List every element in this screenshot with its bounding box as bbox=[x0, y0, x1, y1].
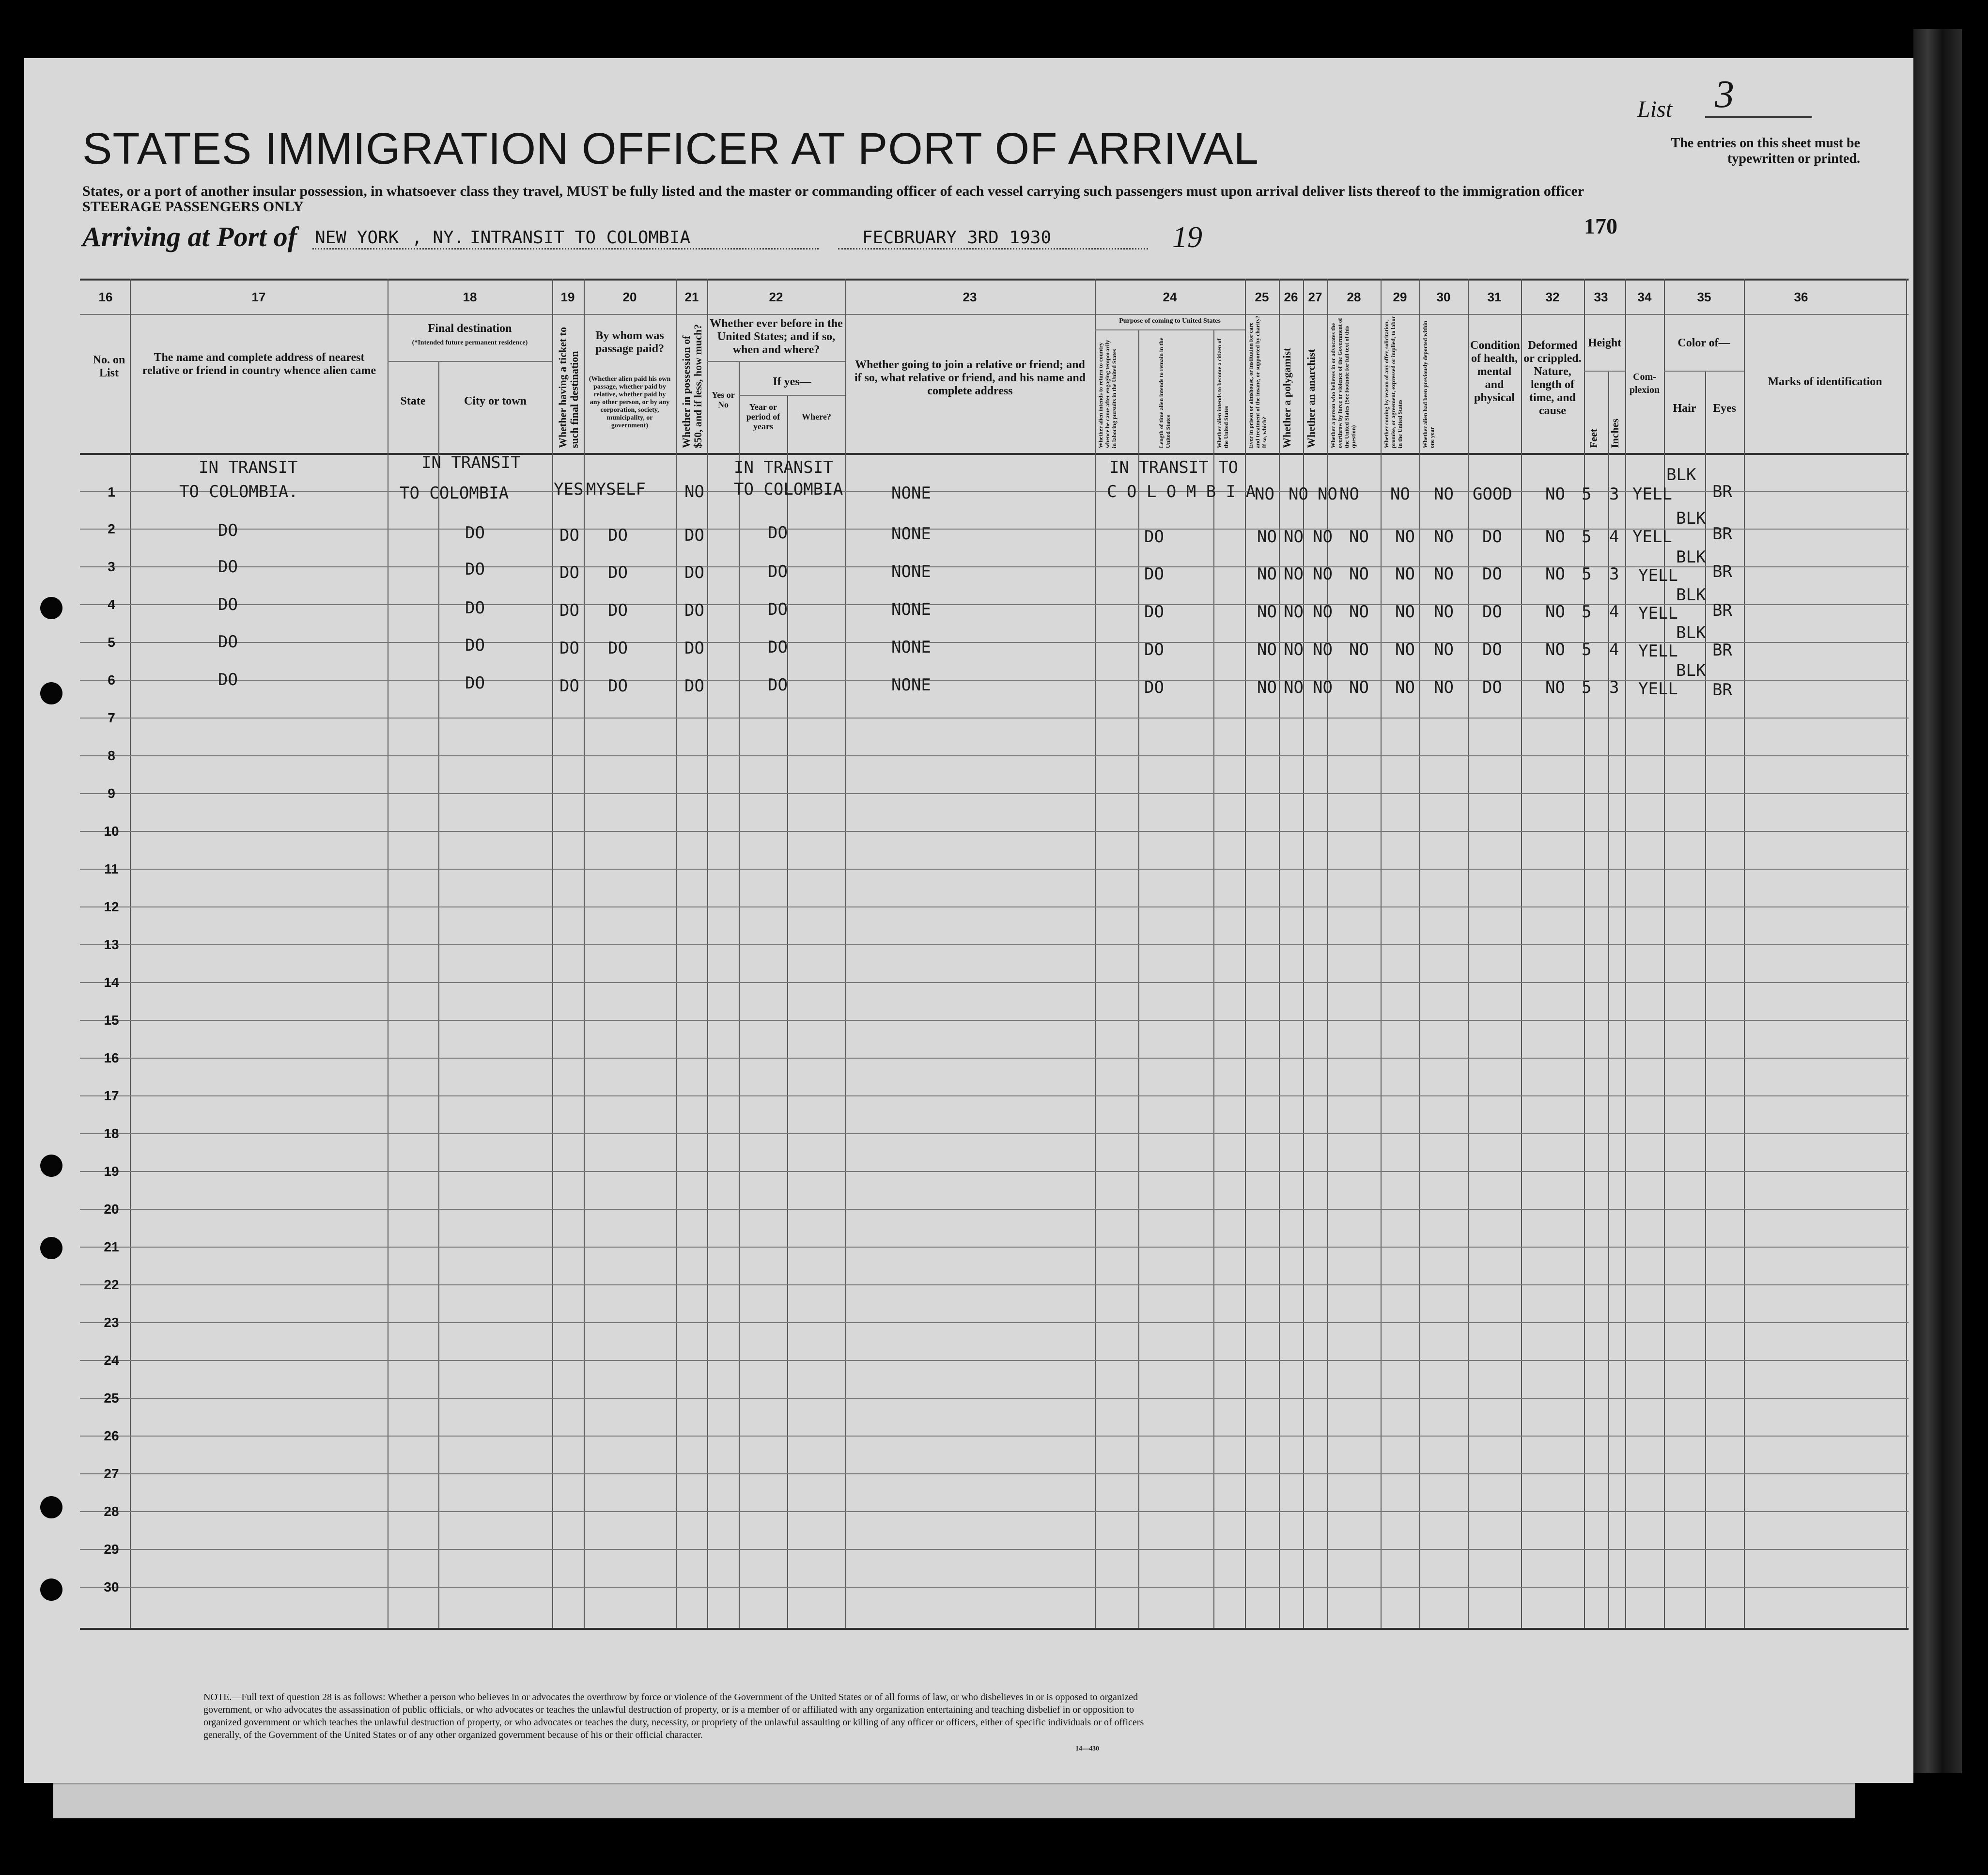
row3-q26: NO bbox=[1284, 564, 1304, 584]
header-ticket: Whether having a ticket to such final destination bbox=[557, 327, 580, 448]
row1-hair: BLK bbox=[1666, 465, 1696, 484]
row-number: 29 bbox=[104, 1542, 119, 1557]
row-number: 9 bbox=[108, 786, 115, 801]
header-if-yes: If yes— bbox=[773, 375, 811, 388]
row-number: 5 bbox=[108, 635, 115, 650]
header-marks: Marks of identification bbox=[1768, 375, 1882, 388]
row4-q29: NO bbox=[1395, 602, 1415, 622]
col-number: 31 bbox=[1487, 290, 1502, 304]
row4-q28: NO bbox=[1349, 602, 1369, 622]
row5-eyes: BR bbox=[1712, 641, 1732, 660]
row-number: 30 bbox=[104, 1579, 119, 1594]
col-number: 23 bbox=[963, 290, 977, 304]
punch-hole bbox=[40, 1496, 62, 1518]
header-instruction: States, or a port of another insular possession, in whatsoever class they travel, MUST be fully listed and the master or commanding officer of each vessel carrying such passengers must upon arrival deliver lists thereof to the immigration officer bbox=[82, 183, 1584, 199]
row4-hair: BLK bbox=[1676, 585, 1706, 605]
row5-q30: NO bbox=[1434, 640, 1454, 659]
col-number: 30 bbox=[1436, 290, 1451, 304]
port-transit: INTRANSIT TO COLOMBIA bbox=[470, 228, 691, 248]
row6-relative: DO bbox=[218, 670, 238, 689]
col-number: 25 bbox=[1255, 290, 1269, 304]
row4-join: NONE bbox=[891, 600, 931, 619]
row1-join: NONE bbox=[891, 484, 931, 503]
row2-q28: NO bbox=[1349, 527, 1369, 547]
row1-q25: NO bbox=[1255, 484, 1274, 504]
col-number: 19 bbox=[560, 290, 575, 304]
row6-complexion: YELL bbox=[1638, 679, 1678, 699]
header-purpose-length: Length of time alien intends to remain in the United States bbox=[1158, 338, 1171, 448]
year-prefix: 19 bbox=[1172, 221, 1202, 254]
header-no-on-list: No. on List bbox=[93, 354, 125, 379]
page-title: STATES IMMIGRATION OFFICER AT PORT OF ARRIVAL bbox=[82, 124, 1259, 173]
col-number: 17 bbox=[251, 290, 266, 304]
header-feet: Feet bbox=[1587, 428, 1600, 448]
col-number: 18 bbox=[463, 290, 477, 304]
row4-money: DO bbox=[684, 601, 704, 620]
row1-feet: 5 bbox=[1582, 484, 1592, 504]
row5-q29: NO bbox=[1395, 640, 1415, 659]
list-number: 3 bbox=[1715, 73, 1734, 116]
row1-eyes: BR bbox=[1712, 482, 1732, 501]
row1-q27: NO bbox=[1318, 484, 1337, 504]
header-anarchist: Whether an anarchist bbox=[1305, 349, 1317, 448]
row4-inches: 4 bbox=[1609, 602, 1619, 622]
row5-complexion: YELL bbox=[1638, 641, 1678, 661]
header-subtitle: STEERAGE PASSENGERS ONLY bbox=[82, 199, 304, 215]
row6-purpose: DO bbox=[1144, 678, 1164, 697]
row1-destination-line1: IN TRANSIT bbox=[421, 453, 521, 472]
col-number: 29 bbox=[1393, 290, 1407, 304]
list-underline bbox=[1705, 116, 1812, 118]
header-offer: Whether coming by reason of any offer, solicitation, promise, or agreement, expressed or implied, to labor in the United States bbox=[1383, 316, 1403, 448]
row4-q25: NO bbox=[1257, 602, 1277, 622]
header-before-in-us: Whether ever before in the United States; and if so, when and where? bbox=[710, 317, 843, 356]
row-number: 26 bbox=[104, 1428, 119, 1443]
row1-q28: NO bbox=[1339, 484, 1359, 504]
row6-q25: NO bbox=[1257, 678, 1277, 697]
row4-q27: NO bbox=[1313, 602, 1333, 622]
row3-destination: DO bbox=[465, 560, 485, 579]
row-number: 17 bbox=[104, 1088, 119, 1103]
row-number: 22 bbox=[104, 1277, 119, 1292]
row3-eyes: BR bbox=[1712, 562, 1732, 581]
row5-destination: DO bbox=[465, 636, 485, 655]
header-purpose-return: Whether alien intends to return to country whence he came after engaging temporarily in laboring pursuits in the United States bbox=[1097, 340, 1118, 448]
row3-relative: DO bbox=[218, 557, 238, 577]
row6-ticket: DO bbox=[559, 676, 579, 696]
row6-eyes: BR bbox=[1712, 680, 1732, 700]
row6-q28: NO bbox=[1349, 678, 1369, 697]
row6-q27: NO bbox=[1313, 678, 1333, 697]
row1-purpose-line1: IN TRANSIT TO bbox=[1109, 458, 1239, 477]
row5-q28: NO bbox=[1349, 640, 1369, 659]
row5-q25: NO bbox=[1257, 640, 1277, 659]
row5-before: DO bbox=[768, 638, 788, 657]
row5-money: DO bbox=[684, 639, 704, 658]
header-passage-note: (Whether alien paid his own passage, whether paid by relative, whether paid by any other person, or by any corporation, society, municipality, or government) bbox=[589, 375, 671, 429]
header-inches: Inches bbox=[1609, 418, 1621, 448]
row3-q28: NO bbox=[1349, 564, 1369, 584]
row5-q27: NO bbox=[1313, 640, 1333, 659]
row-number: 3 bbox=[108, 559, 115, 574]
row3-q27: NO bbox=[1313, 564, 1333, 584]
header-join-relative: Whether going to join a relative or friend; and if so, what relative or friend, and his name and complete address bbox=[854, 359, 1086, 397]
port-state: , NY. bbox=[412, 228, 465, 248]
row3-join: NONE bbox=[891, 562, 931, 581]
date-dotline bbox=[838, 248, 1148, 250]
header-passage-paid: By whom was passage paid? bbox=[595, 329, 665, 355]
row6-before: DO bbox=[768, 675, 788, 695]
row6-feet: 5 bbox=[1582, 678, 1592, 697]
underlying-page-edge bbox=[53, 1783, 1855, 1818]
header-eyes: Eyes bbox=[1713, 402, 1736, 415]
header-complexion: Com-plexion bbox=[1629, 372, 1660, 395]
row4-eyes: BR bbox=[1712, 601, 1732, 620]
row4-feet: 5 bbox=[1582, 602, 1592, 622]
row3-complexion: YELL bbox=[1638, 566, 1678, 585]
row1-ticket: YES bbox=[554, 480, 584, 499]
row3-money: DO bbox=[684, 563, 704, 582]
row1-money: NO bbox=[684, 482, 704, 501]
row1-deformed: NO bbox=[1545, 484, 1565, 504]
row6-deformed: NO bbox=[1545, 678, 1565, 697]
row-number: 14 bbox=[104, 975, 119, 990]
row3-health: DO bbox=[1482, 564, 1502, 584]
row2-ticket: DO bbox=[559, 526, 579, 545]
row2-purpose: DO bbox=[1144, 527, 1164, 547]
punch-hole bbox=[40, 682, 62, 704]
col-number: 33 bbox=[1594, 290, 1608, 304]
row1-relative-line2: TO COLOMBIA. bbox=[179, 482, 298, 501]
row-number: 8 bbox=[108, 748, 115, 763]
row5-deformed: NO bbox=[1545, 640, 1565, 659]
header-deformed: Deformed or crippled. Nature, length of time, and cause bbox=[1523, 339, 1582, 417]
row2-join: NONE bbox=[891, 524, 931, 544]
row-number: 2 bbox=[108, 521, 115, 536]
list-label: List bbox=[1637, 96, 1673, 122]
col-number: 28 bbox=[1347, 290, 1361, 304]
row2-money: DO bbox=[684, 526, 704, 545]
header-hair: Hair bbox=[1673, 402, 1696, 415]
row3-inches: 3 bbox=[1609, 564, 1619, 584]
row-number: 24 bbox=[104, 1353, 119, 1368]
row5-ticket: DO bbox=[559, 639, 579, 658]
row-number: 25 bbox=[104, 1391, 119, 1406]
row-number: 4 bbox=[108, 597, 115, 612]
row4-before: DO bbox=[768, 600, 788, 619]
row5-purpose: DO bbox=[1144, 640, 1164, 659]
row1-destination-line2: TO COLOMBIA bbox=[400, 484, 509, 503]
header-color-of: Color of— bbox=[1677, 337, 1730, 349]
row3-deformed: NO bbox=[1545, 564, 1565, 584]
form-code: 14—430 bbox=[1075, 1745, 1099, 1752]
row3-q25: NO bbox=[1257, 564, 1277, 584]
row4-health: DO bbox=[1482, 602, 1502, 622]
row6-passage-paid: DO bbox=[608, 676, 628, 696]
row-number: 27 bbox=[104, 1466, 119, 1481]
row-number: 11 bbox=[104, 861, 119, 876]
row5-relative: DO bbox=[218, 632, 238, 652]
row-number: 13 bbox=[104, 937, 119, 952]
row-number: 12 bbox=[104, 899, 119, 914]
col-number: 34 bbox=[1637, 290, 1652, 304]
arrival-date: FECBRUARY 3RD 1930 bbox=[862, 228, 1052, 248]
row3-q29: NO bbox=[1395, 564, 1415, 584]
punch-hole bbox=[40, 1578, 62, 1601]
row6-q29: NO bbox=[1395, 678, 1415, 697]
row2-feet: 5 bbox=[1582, 527, 1592, 547]
row2-q29: NO bbox=[1395, 527, 1415, 547]
row-number: 15 bbox=[104, 1013, 119, 1028]
row4-q26: NO bbox=[1284, 602, 1304, 622]
row6-inches: 3 bbox=[1609, 678, 1619, 697]
port-dotline bbox=[312, 248, 819, 250]
row2-destination: DO bbox=[465, 523, 485, 543]
row6-hair: BLK bbox=[1676, 661, 1706, 680]
row3-feet: 5 bbox=[1582, 564, 1592, 584]
row2-before: DO bbox=[768, 523, 788, 543]
header-final-destination-note: (*Intended future permanent residence) bbox=[412, 339, 528, 346]
punch-hole bbox=[40, 1155, 62, 1177]
header-fifty-dollars: Whether in possession of $50, and if less, how much? bbox=[680, 324, 704, 448]
header-where: Where? bbox=[802, 412, 831, 422]
col-number: 16 bbox=[98, 290, 113, 304]
row6-q26: NO bbox=[1284, 678, 1304, 697]
col-number: 21 bbox=[684, 290, 699, 304]
row4-passage-paid: DO bbox=[608, 601, 628, 620]
row3-ticket: DO bbox=[559, 563, 579, 582]
row-number: 19 bbox=[104, 1164, 119, 1179]
header-purpose: Purpose of coming to United States bbox=[1119, 317, 1221, 325]
col-number: 36 bbox=[1794, 290, 1808, 304]
row1-inches: 3 bbox=[1609, 484, 1619, 504]
row1-purpose-line2: C O L O M B I A bbox=[1107, 482, 1256, 501]
row2-health: DO bbox=[1482, 527, 1502, 547]
row4-purpose: DO bbox=[1144, 602, 1164, 622]
row6-health: DO bbox=[1482, 678, 1502, 697]
row6-destination: DO bbox=[465, 673, 485, 693]
header-final-destination: Final destination bbox=[428, 322, 512, 335]
row4-complexion: YELL bbox=[1638, 604, 1678, 623]
row5-hair: BLK bbox=[1676, 623, 1706, 642]
row1-q26: NO bbox=[1289, 484, 1308, 504]
row4-ticket: DO bbox=[559, 601, 579, 620]
row2-q25: NO bbox=[1257, 527, 1277, 547]
header-deported: Whether alien had been previously deported within one year bbox=[1422, 321, 1435, 448]
row6-money: DO bbox=[684, 676, 704, 696]
row4-relative: DO bbox=[218, 595, 238, 614]
header-height: Height bbox=[1587, 337, 1622, 349]
row2-deformed: NO bbox=[1545, 527, 1565, 547]
row-number: 1 bbox=[108, 484, 115, 500]
header-purpose-citizen: Whether alien intends to become a citizen of the United States bbox=[1216, 338, 1229, 448]
row-number: 7 bbox=[108, 710, 115, 725]
header-city: City or town bbox=[464, 395, 527, 407]
row1-q29: NO bbox=[1390, 484, 1410, 504]
row2-q30: NO bbox=[1434, 527, 1454, 547]
row2-complexion: YELL bbox=[1632, 527, 1672, 547]
col-number: 27 bbox=[1308, 290, 1322, 304]
header-condition: Condition of health, mental and physical bbox=[1470, 339, 1520, 404]
col-number: 22 bbox=[769, 290, 783, 304]
row-number: 28 bbox=[104, 1504, 119, 1519]
arriving-label: Arriving at Port of bbox=[82, 221, 297, 252]
row1-health: GOOD bbox=[1473, 484, 1512, 504]
row1-q30: NO bbox=[1434, 484, 1454, 504]
col-number: 24 bbox=[1163, 290, 1177, 304]
port-name: NEW YORK bbox=[315, 228, 399, 248]
row3-q30: NO bbox=[1434, 564, 1454, 584]
row5-health: DO bbox=[1482, 640, 1502, 659]
header-prison: Ever in prison or almshouse, or institution for care and treatment of the insane, or supported by charity? If so, which? bbox=[1247, 315, 1268, 448]
sheet-number: 170 bbox=[1584, 214, 1617, 238]
header-polygamist: Whether a polygamist bbox=[1281, 347, 1293, 448]
row4-deformed: NO bbox=[1545, 602, 1565, 622]
row1-relative-line1: IN TRANSIT bbox=[199, 458, 298, 477]
row5-inches: 4 bbox=[1609, 640, 1619, 659]
punch-hole bbox=[40, 597, 62, 619]
row1-before-line1: IN TRANSIT bbox=[734, 458, 833, 477]
header-overthrow: Whether a person who believes in or advocates the overthrow by force or violence of the Government of the United States (See footnote for full text of this question) bbox=[1330, 318, 1357, 448]
row2-hair: BLK bbox=[1676, 509, 1706, 528]
row6-join: NONE bbox=[891, 675, 931, 695]
row4-destination: DO bbox=[465, 598, 485, 618]
row-number: 21 bbox=[104, 1239, 119, 1254]
header-yes-or-no: Yes or No bbox=[712, 390, 735, 409]
col-number: 35 bbox=[1697, 290, 1711, 304]
row1-complexion: YELL bbox=[1632, 484, 1672, 504]
row-number: 20 bbox=[104, 1202, 119, 1217]
row4-q30: NO bbox=[1434, 602, 1454, 622]
row-number: 16 bbox=[104, 1050, 119, 1065]
binding-edge bbox=[1913, 29, 1962, 1773]
row2-eyes: BR bbox=[1712, 524, 1732, 544]
row1-before-line2: TO COLOMBIA bbox=[734, 480, 843, 499]
punch-hole bbox=[40, 1237, 62, 1259]
row1-passage-paid: MYSELF bbox=[586, 480, 646, 499]
row3-purpose: DO bbox=[1144, 564, 1164, 584]
row2-passage-paid: DO bbox=[608, 526, 628, 545]
row3-passage-paid: DO bbox=[608, 563, 628, 582]
col-number: 32 bbox=[1545, 290, 1560, 304]
row3-before: DO bbox=[768, 562, 788, 581]
row-number: 6 bbox=[108, 672, 115, 688]
row2-inches: 4 bbox=[1609, 527, 1619, 547]
row3-hair: BLK bbox=[1676, 547, 1706, 567]
col-number: 20 bbox=[622, 290, 637, 304]
row5-passage-paid: DO bbox=[608, 639, 628, 658]
row6-q30: NO bbox=[1434, 678, 1454, 697]
row-number: 18 bbox=[104, 1126, 119, 1141]
row-number: 23 bbox=[104, 1315, 119, 1330]
row2-relative: DO bbox=[218, 521, 238, 540]
row5-join: NONE bbox=[891, 638, 931, 657]
row5-feet: 5 bbox=[1582, 640, 1592, 659]
col-number: 26 bbox=[1284, 290, 1298, 304]
manifest-sheet bbox=[24, 58, 1913, 1783]
header-year-period: Year or period of years bbox=[746, 402, 780, 431]
row-number: 10 bbox=[104, 824, 119, 839]
row2-q27: NO bbox=[1313, 527, 1333, 547]
row5-q26: NO bbox=[1284, 640, 1304, 659]
header-nearest-relative: The name and complete address of nearest relative or friend in country whence alien came bbox=[142, 351, 376, 377]
typewritten-note: The entries on this sheet must be typewritten or printed. bbox=[1671, 136, 1860, 166]
row2-q26: NO bbox=[1284, 527, 1304, 547]
header-state: State bbox=[400, 395, 426, 407]
footnote: NOTE.—Full text of question 28 is as follows: Whether a person who believes in or advocates the overthrow by force or violence of the Government of the United States or of all forms of law, or who disbelieves in or is opposed to organized government, or who advocates the assassination of public officials, or who advocates or teaches the unlawful destruction of property, or is a member of or affiliated with any organization entertaining and teaching disbelief in or opposition to organized government or which teaches the unlawful destruction of property, or who advocates or teaches the duty, necessity, or propriety of the unlawful assaulting or killing of any officer or officers, either of specific individuals or of officers generally, of the Government of the United States or of any other organized government because of his or their official character. bbox=[203, 1692, 1144, 1740]
